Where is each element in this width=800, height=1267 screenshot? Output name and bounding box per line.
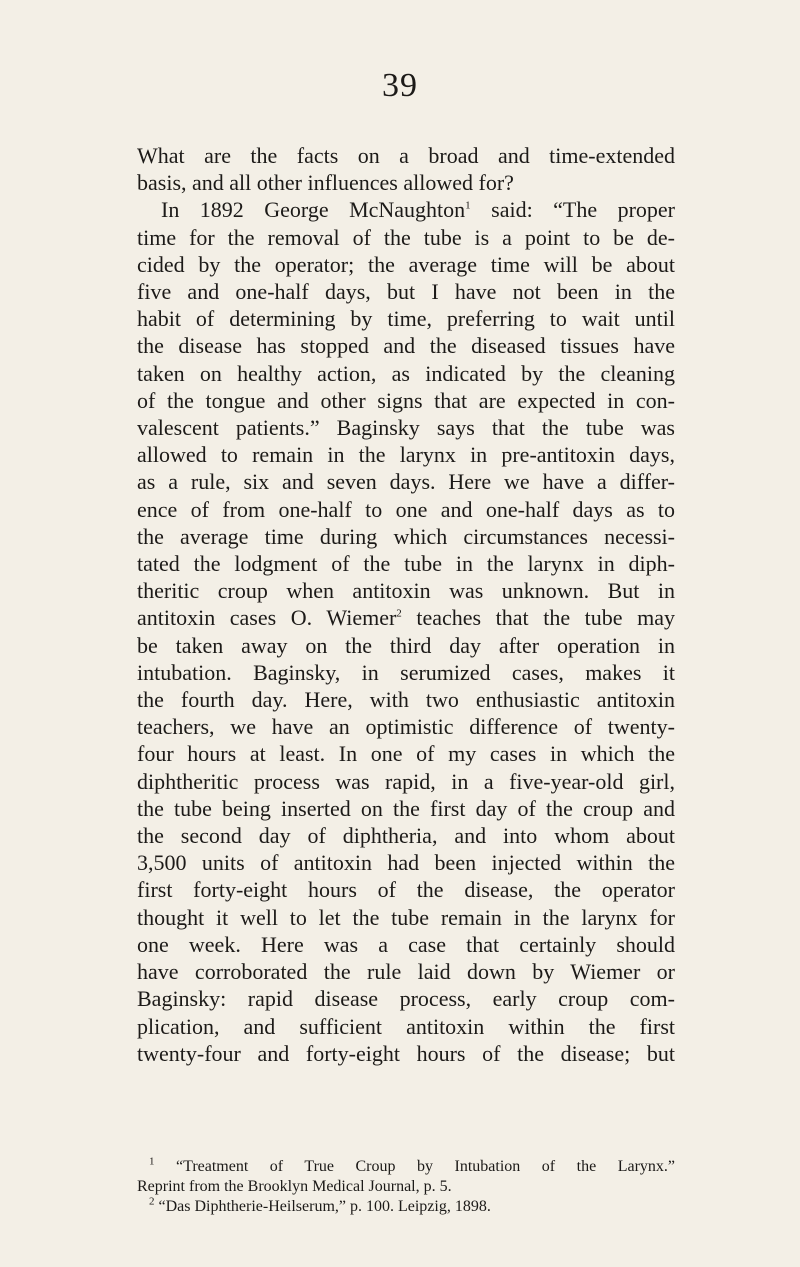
footnotes xyxy=(137,1157,675,1217)
footnote-2 xyxy=(137,1197,675,1217)
text-line: basis, and all other influences allowed for? xyxy=(137,170,514,196)
text-line: diphtheritic process was rapid, in a five-year-old girl, xyxy=(137,768,675,794)
text-line: time for the removal of the tube is a point to be de- xyxy=(137,224,675,250)
footnote-text: “Treatment of True Croup by Intubation of the Larynx.” xyxy=(176,1158,676,1175)
text-fragment: said: “The proper xyxy=(491,197,676,223)
text-line: What are the facts on a broad and time-extended xyxy=(137,143,675,168)
text-line: 3,500 units of antitoxin had been injected within the xyxy=(137,850,675,876)
text-line: of the tongue and other signs that are expected in con- xyxy=(137,387,675,413)
text-line: the tube being inserted on the first day of the croup and xyxy=(137,795,675,821)
text-line-with-ref xyxy=(137,196,675,223)
text-line: valescent patients.” Baginsky says that the tube was xyxy=(137,415,675,441)
footnote-1-continued: Reprint from the Brooklyn Medical Journal, p. 5. xyxy=(137,1178,452,1195)
footnote-text: “Das Diphtherie-Heilserum,” p. 100. Leipzig, 1898. xyxy=(158,1198,491,1215)
text-line: as a rule, six and seven days. Here we have a differ- xyxy=(137,469,675,495)
text-line: first forty-eight hours of the disease, the operator xyxy=(137,877,675,903)
text-line: intubation. Baginsky, in serumized cases, makes it xyxy=(137,659,675,685)
text-line: allowed to remain in the larynx in pre-antitoxin days, xyxy=(137,442,675,468)
body-text xyxy=(137,142,675,1067)
text-fragment: In 1892 George McNaughton xyxy=(161,197,466,223)
text-line: theritic croup when antitoxin was unknown. But in xyxy=(137,578,675,604)
text-line: have corroborated the rule laid down by Wiemer or xyxy=(137,959,675,985)
text-line: be taken away on the third day after operation in xyxy=(137,632,675,658)
footnote-marker: 2 xyxy=(149,1195,155,1208)
footnote-marker: 1 xyxy=(149,1155,155,1168)
text-line: the second day of diphtheria, and into whom about xyxy=(137,823,675,849)
text-line: twenty-four and forty-eight hours of the disease; but xyxy=(137,1040,675,1066)
text-line: ence of from one-half to one and one-half days as to xyxy=(137,496,675,522)
text-line: the fourth day. Here, with two enthusiastic antitoxin xyxy=(137,687,675,713)
text-line: five and one-half days, but I have not been in the xyxy=(137,279,675,305)
page-number: 39 xyxy=(382,67,418,104)
text-line: one week. Here was a case that certainly should xyxy=(137,931,675,957)
text-line: habit of determining by time, preferring to wait until xyxy=(137,306,675,332)
text-line: teachers, we have an optimistic difference of twenty- xyxy=(137,714,675,740)
footnote-ref: 1 xyxy=(465,200,471,213)
text-line: thought it well to let the tube remain in the larynx for xyxy=(137,904,675,930)
text-fragment: antitoxin cases O. Wiemer xyxy=(137,605,397,631)
text-line: cided by the operator; the average time will be about xyxy=(137,251,675,277)
text-line: the average time during which circumstances necessi- xyxy=(137,523,675,549)
footnote-1 xyxy=(137,1157,675,1177)
footnote-ref: 2 xyxy=(396,608,402,621)
text-line: tated the lodgment of the tube in the larynx in diph- xyxy=(137,551,675,577)
text-line-with-ref xyxy=(137,604,675,631)
text-line: Baginsky: rapid disease process, early croup com- xyxy=(137,986,675,1012)
text-line: taken on healthy action, as indicated by the cleaning xyxy=(137,360,675,386)
text-fragment: teaches that the tube may xyxy=(416,605,676,631)
text-line: plication, and sufficient antitoxin within the first xyxy=(137,1013,675,1039)
text-line: four hours at least. In one of my cases in which the xyxy=(137,741,675,767)
text-line: the disease has stopped and the diseased tissues have xyxy=(137,333,675,359)
